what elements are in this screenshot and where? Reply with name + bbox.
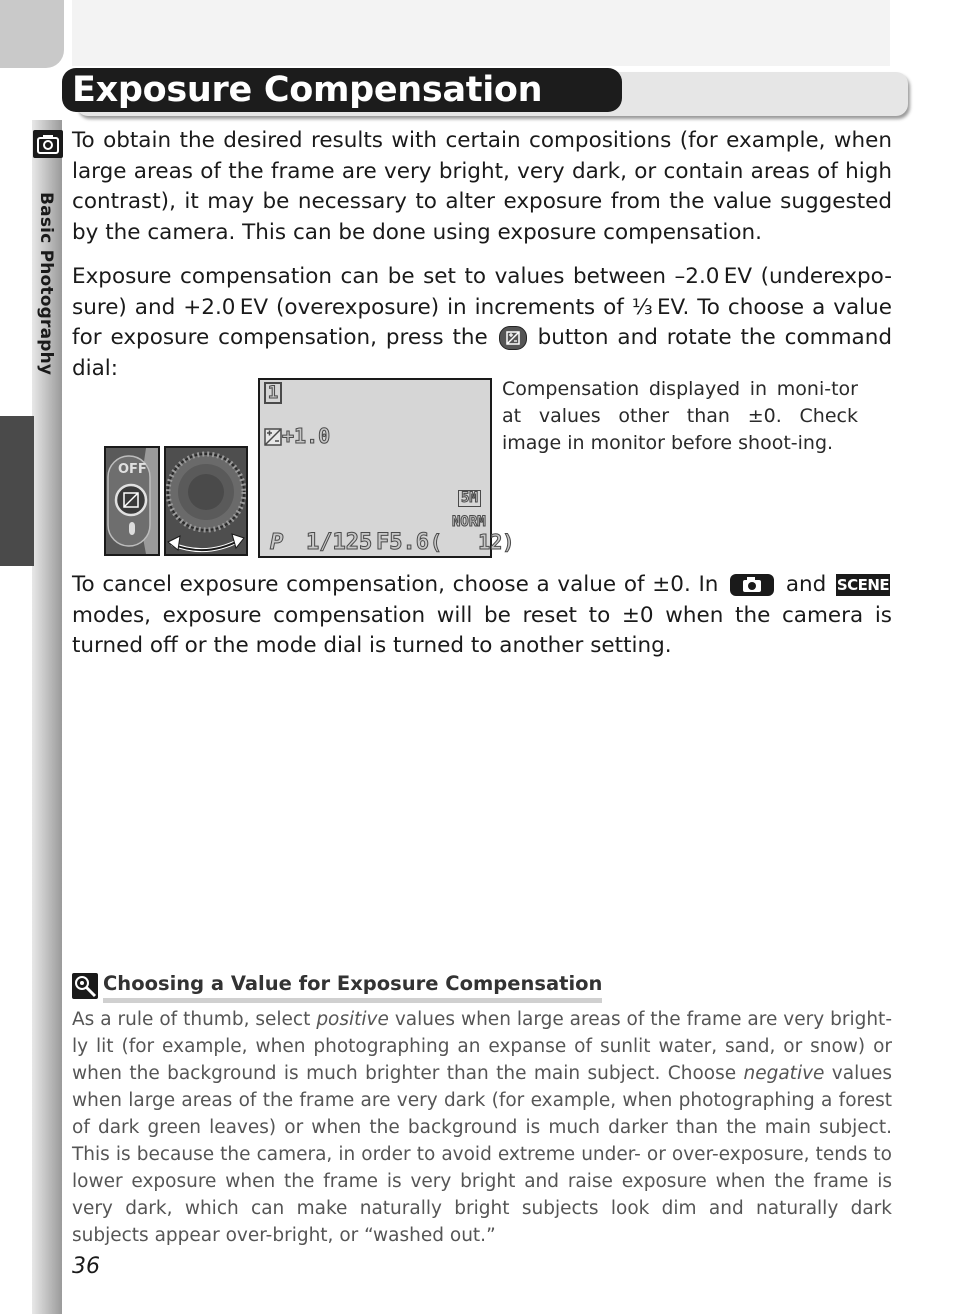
range-paragraph bbox=[72, 262, 892, 384]
frames-remaining: ( 12) bbox=[430, 530, 515, 554]
tip-body-emphasis-positive: positive bbox=[316, 1009, 389, 1030]
corner-tab bbox=[0, 0, 64, 68]
camera-button-illustration bbox=[104, 446, 160, 556]
tip-body-text-1: As a rule of thumb, select bbox=[72, 1009, 317, 1030]
range-paragraph-text: Exposure compensation can be set to values between –2.0 EV (underexpo-sure) and +2.0 EV (overexposure) in increments of ⅓ EV. To choose a value for exposure compensation, press the bbox=[72, 264, 892, 350]
exposure-compensation-icon bbox=[499, 326, 527, 350]
cancel-paragraph-and: and bbox=[785, 572, 827, 597]
tip-icon bbox=[72, 973, 98, 999]
side-section-marker bbox=[0, 416, 34, 566]
compensation-value: +1.0 bbox=[282, 424, 331, 448]
camera-icon bbox=[730, 574, 774, 596]
camera-mode-icon bbox=[33, 130, 63, 158]
frame-indicator: 1 bbox=[264, 382, 282, 404]
image-quality: NORM bbox=[452, 514, 486, 530]
monitor-exposure-icon bbox=[264, 428, 282, 450]
aperture: F5.6 bbox=[376, 530, 429, 555]
section-label: Basic Photography bbox=[36, 192, 56, 376]
image-size: 5M bbox=[458, 490, 481, 507]
tip-body bbox=[72, 1006, 892, 1249]
shooting-mode: P bbox=[270, 530, 284, 555]
page-title: Exposure Compensation bbox=[72, 70, 543, 110]
figure-caption: Compensation displayed in moni-tor at values other than ±0. Check image in monitor before shoot-ing. bbox=[502, 378, 858, 454]
tip-body-text-3: values when large areas of the frame are very dark (for example, when photographing a forest of dark green leaves) or when the background is much darker than the main subject. This is because the camera, in order to avoid extreme under- or over-exposure, tends to lower exposure when the frame is very bright and raise exposure when the frame is very dark, which can make naturally bright subjects look dim and naturally dark subjects appear over-bright, or “washed out.” bbox=[72, 1063, 892, 1246]
range-paragraph-text-end: button and rotate the command dial: bbox=[72, 325, 892, 381]
cancel-paragraph bbox=[72, 570, 892, 662]
tip-body-text-2: values when large areas of the frame are very bright-ly lit (for example, when photographing an expanse of sunlit water, sand, or snow) or when the background is much brighter than the main subject. Choose bbox=[72, 1009, 892, 1084]
cancel-paragraph-text: To cancel exposure compensation, choose a value of ±0. In bbox=[72, 572, 719, 597]
command-dial-illustration bbox=[164, 446, 248, 556]
tip-heading: Choosing a Value for Exposure Compensation bbox=[103, 970, 602, 1003]
monitor-display bbox=[258, 378, 515, 558]
page-number: 36 bbox=[72, 1254, 100, 1279]
scene-mode-icon: SCENE bbox=[836, 576, 890, 594]
intro-paragraph: To obtain the desired results with certain compositions (for example, when large areas of the frame are very bright, very dark, or contain areas of high contrast), it may be necessary to alter exposure from the value suggested by the camera. This can be done using exposure compensation. bbox=[72, 128, 892, 245]
tip-body-emphasis-negative: negative bbox=[743, 1063, 825, 1084]
shutter-speed: 1/125 bbox=[306, 530, 373, 555]
cancel-paragraph-text-end: modes, exposure compensation will be reset to ±0 when the camera is turned off or the mode dial is turned to another setting. bbox=[72, 602, 892, 658]
off-label: OFF bbox=[118, 462, 147, 477]
top-band bbox=[72, 0, 890, 66]
